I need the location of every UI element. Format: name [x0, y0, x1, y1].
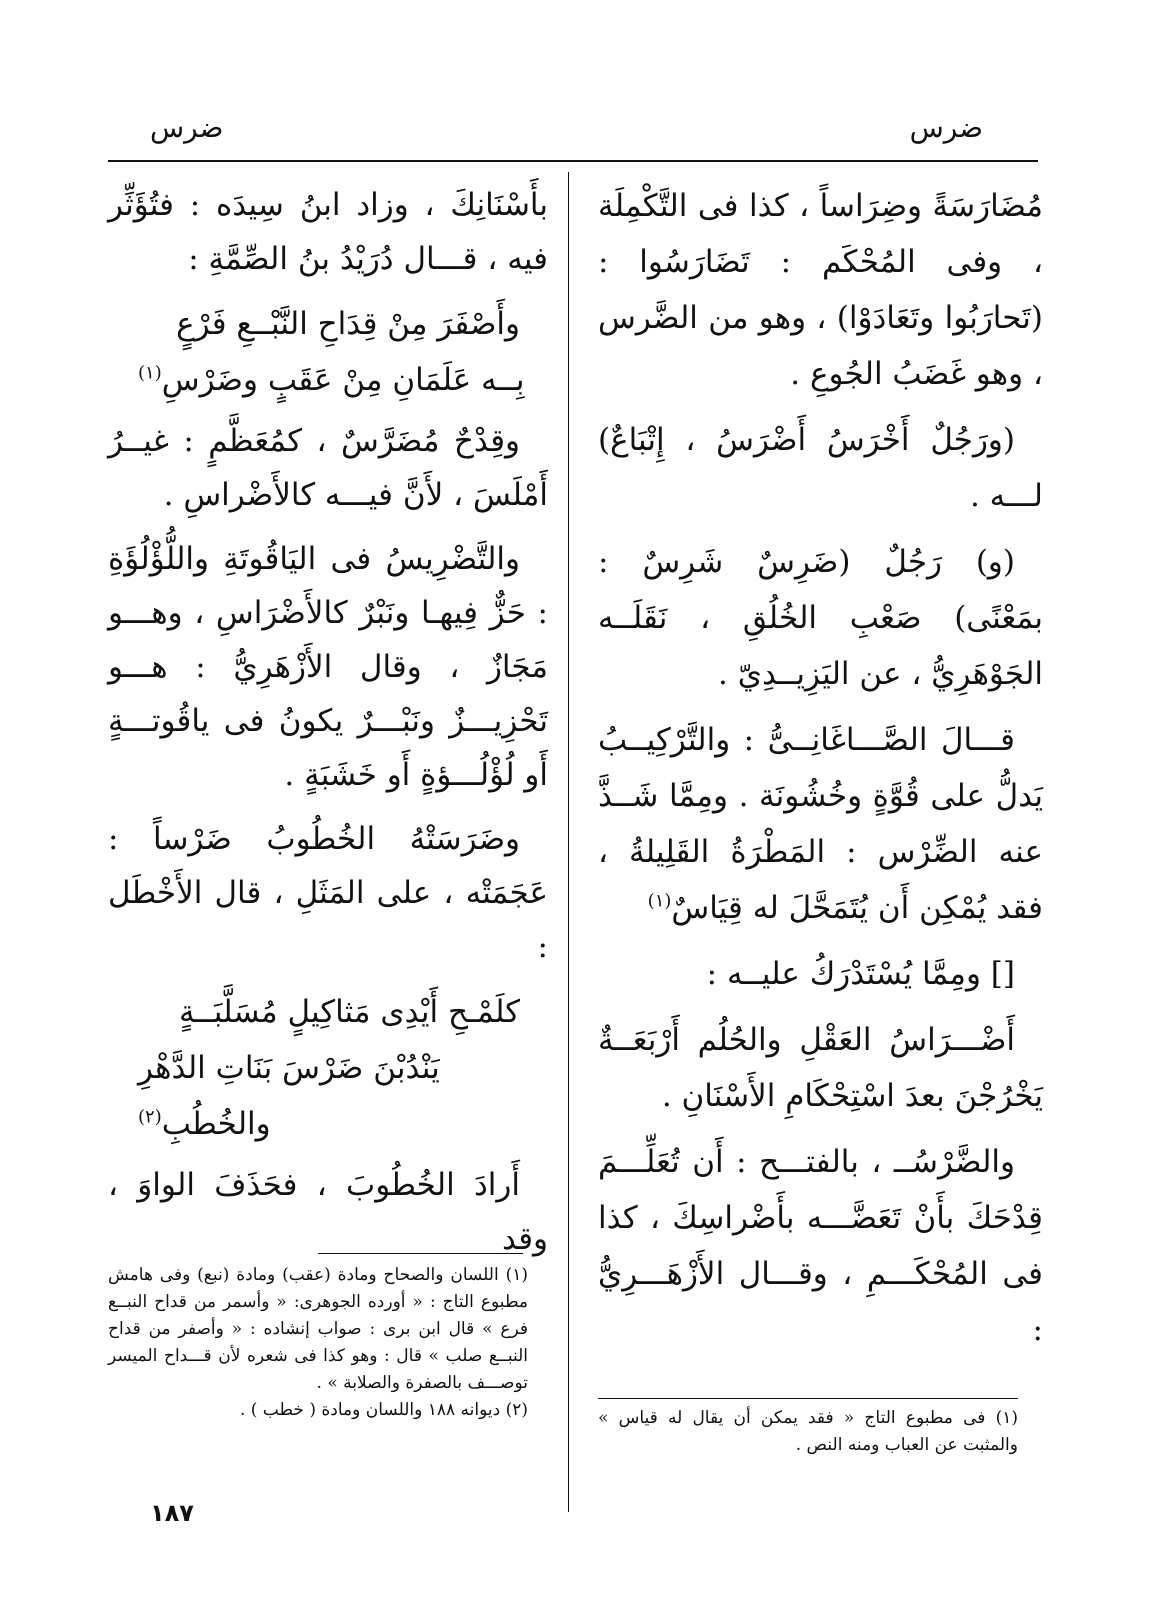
verse-hemistich: كلَمْـحِ أَيْدِى مَثاكِيلٍ مُسَلَّبَــةٍ	[178, 994, 520, 1030]
entry-paragraph: والتَّضْرِيسُ فى اليَاقُوتَةِ واللُّؤْلُؤَةِ : حَزٌّ فِيهـا ونَبْرٌ كالأَضْرَاسِ ، وهـــو مَجَازٌ ، وقال الأَزْهَرِيُّ : هـــو تَحْزِيـــزٌ ونَبْـــرٌ يكونُ فى ياقُوتـــةٍ أَو لُؤْلُـــؤةٍ أَو خَشَبَةٍ .	[108, 541, 548, 793]
verse-text: بِــه عَلَمَانِ مِنْ عَقَبٍ وضَرْسِ	[161, 362, 525, 398]
entry-paragraph: مُضَارَسَةً وضِرَاساً ، كذا فى التَّكْمِلَة ، وفى المُحْكَم : تَضَارَسُوا : (تَحارَبُوا وتَعَادَوْا) ، وهو من الضَّرس ، وهو غَضَبُ الجُوعِ .	[598, 188, 1043, 392]
running-head-right: ضرس	[909, 111, 983, 144]
verse-hemistich: وأَصْفَرَ مِنْ قِدَاحِ النَّبْــعِ فَرْعٍ	[176, 306, 520, 342]
right-column	[598, 178, 1043, 1368]
footnote: (١) اللسان والصحاح ومادة (عقب) ومادة (نبع) وفى هامش مطبوع التاج : « أورده الجوهرى: « وأسمر من قداح النبــع فرع » قال ابن برى : صواب إنشاده : « وأصفر من قداح النبــع صلب » قال : وهو كذا فى شعره لأن قـــداح الميسر توصـــف بالصفرة والصلابة » .	[108, 1265, 528, 1393]
verse-couplet	[108, 296, 548, 408]
footnote-marker: (١)	[647, 890, 672, 912]
footnote: (١) فى مطبوع التاج « فقد يمكن أن يقال له قياس » والمثبت عن العباب ومنه النص .	[598, 1408, 1018, 1455]
header-rule	[108, 160, 1038, 162]
entry-paragraph: والضَّرْسُــ ، بالفتـــح : أَن تُعَلِّـــمَ قِدْحَكَ بأَنْ تَعَضَّـــه بأَضْراسِكَ ، كذا فى المُحْكَـــمِ ، وقـــال الأَزْهَـــرِيُّ :	[598, 1144, 1043, 1348]
footnote-marker: (٢)	[138, 1106, 162, 1128]
footnote-rule	[598, 1398, 1018, 1399]
addendum-heading: [] ومِمَّا يُسْتَدْرَكُ عليــه :	[706, 956, 1015, 992]
entry-paragraph: (ورَجُلٌ أَخْرَسُ أَضْرَسُ ، إِتْبَاعٌ) لـــه .	[598, 422, 1043, 514]
footnotes-right	[598, 1405, 1018, 1459]
entry-paragraph	[598, 712, 1043, 936]
footnote-marker: (١)	[138, 362, 162, 384]
entry-paragraph: أَضْـــرَاسُ العَقْلِ والحُلُم أَرْبَعَــةٌ يَخْرُجْنَ بعدَ اسْتِحْكَامِ الأَسْنَانِ .	[598, 1022, 1043, 1114]
verse-hemistich	[108, 352, 548, 408]
column-divider	[568, 172, 569, 1512]
left-column	[108, 178, 548, 1276]
entry-text: قـــالَ الصَّـــاغَانِــىُّ : والتَّرْكِيــبُ يَدلُّ على قُوَّةٍ وخُشُونَة . ومِمَّا شَــذَّ عنه الضِّرْس : المَطْرَةُ القَلِيلةُ ، فقد يُمْكِن أَن يُتَمَحَّلَ له قِيَاسٌ	[598, 722, 1043, 926]
entry-paragraph: وضَرَسَتْهُ الخُطُوبُ ضَرْساً : عَجَمَتْه ، على المَثَلِ ، قال الأَخْطَل :	[108, 821, 548, 965]
page-number: ١٨٧	[150, 1499, 194, 1527]
verse-text: يَنْدُبْنَ ضَرْسَ بَنَاتِ الدَّهْرِ والخُطُبِ	[138, 1050, 440, 1142]
entry-paragraph: (و) رَجُلٌ (ضَرِسٌ شَرِسٌ : بمَعْنًى) صَعْبِ الخُلُقِ ، نَقَلَــه الجَوْهَرِيُّ ، عن اليَزِيــدِيّ .	[598, 544, 1043, 692]
footnote-rule	[318, 1253, 523, 1254]
entry-paragraph: وقِدْحٌ مُضَرَّسٌ ، كمُعَظَّمٍ : غيــرُ أَمْلَسَ ، لأَنَّ فيـــه كالأَضْراسِ .	[108, 423, 548, 513]
entry-paragraph: بأَسْنَانِكَ ، وزاد ابنُ سِيدَه : فتُؤَثِّر فيه ، قـــال دُرَيْدُ بنُ الصِّمَّةِ :	[108, 187, 548, 277]
entry-paragraph: أَرادَ الخُطُوبَ ، فحَذَفَ الواوَ ، وقد	[108, 1167, 548, 1257]
footnotes-left	[108, 1262, 528, 1424]
running-head-left: ضرس	[150, 111, 224, 144]
verse-couplet	[108, 984, 548, 1152]
footnote: (٢) ديوانه ١٨٨ واللسان ومادة ( خطب ) .	[239, 1400, 528, 1420]
verse-hemistich	[108, 1040, 548, 1152]
